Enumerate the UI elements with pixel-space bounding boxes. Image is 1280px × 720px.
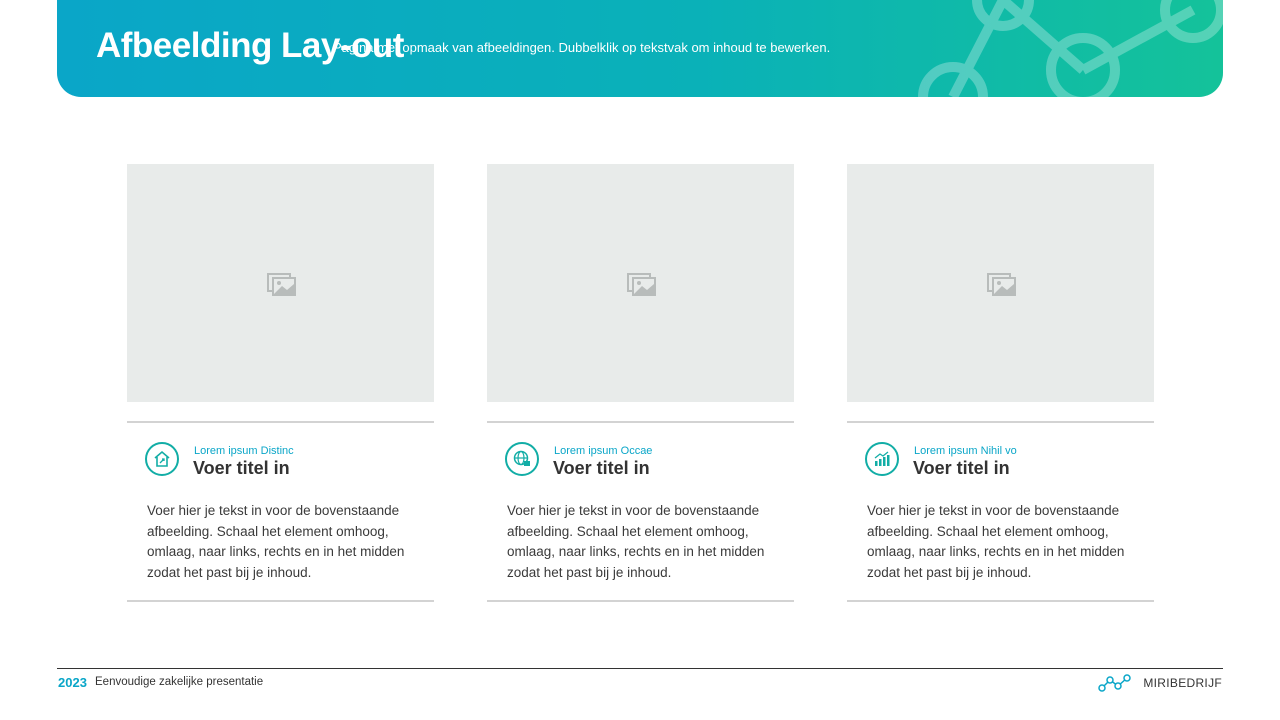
image-card-1: [127, 164, 434, 602]
card-body: Voer hier je tekst in voor de bovenstaande afbeelding. Schaal het element omhoog, omlaag, naar links, rechts en in het midden zodat het past bij je inhoud.: [507, 503, 765, 580]
footer-brand: MIRIBEDRIJF: [1143, 676, 1222, 690]
house-icon: [145, 442, 179, 476]
card-title: Voer titel in: [913, 458, 1010, 478]
image-placeholder[interactable]: [847, 164, 1154, 402]
card-body: Voer hier je tekst in voor de bovenstaande afbeelding. Schaal het element omhoog, omlaag, naar links, rechts en in het midden zodat het past bij je inhoud.: [147, 503, 405, 580]
image-card-3: [847, 164, 1154, 602]
image-icon: [987, 272, 1017, 296]
footer-year: 2023: [58, 675, 87, 690]
header-banner: [57, 0, 1223, 97]
page-subtitle: Pagina met opmaak van afbeeldingen. Dubbelklik op tekstvak om inhoud te bewerken.: [333, 40, 831, 55]
image-icon: [267, 272, 297, 296]
card-kicker: Lorem ipsum Distinc: [194, 445, 294, 457]
image-placeholder[interactable]: [487, 164, 794, 402]
divider: [127, 600, 434, 602]
image-card-2: [487, 164, 794, 602]
bar-chart-icon: [865, 442, 899, 476]
globe-lock-icon: [505, 442, 539, 476]
footer-text: Eenvoudige zakelijke presentatie: [95, 676, 264, 688]
page-title: Afbeelding Lay-out: [96, 26, 404, 65]
divider: [847, 600, 1154, 602]
card-title: Voer titel in: [193, 458, 290, 478]
network-decoration: [893, 0, 1223, 97]
image-placeholder[interactable]: [127, 164, 434, 402]
footer-divider: [57, 668, 1223, 669]
divider: [487, 600, 794, 602]
card-kicker: Lorem ipsum Nihil vo: [914, 445, 1017, 457]
brand-logo-icon: [1098, 673, 1132, 693]
card-title: Voer titel in: [553, 458, 650, 478]
image-icon: [627, 272, 657, 296]
card-body: Voer hier je tekst in voor de bovenstaande afbeelding. Schaal het element omhoog, omlaag, naar links, rechts en in het midden zodat het past bij je inhoud.: [867, 503, 1125, 580]
card-kicker: Lorem ipsum Occae: [554, 445, 653, 457]
